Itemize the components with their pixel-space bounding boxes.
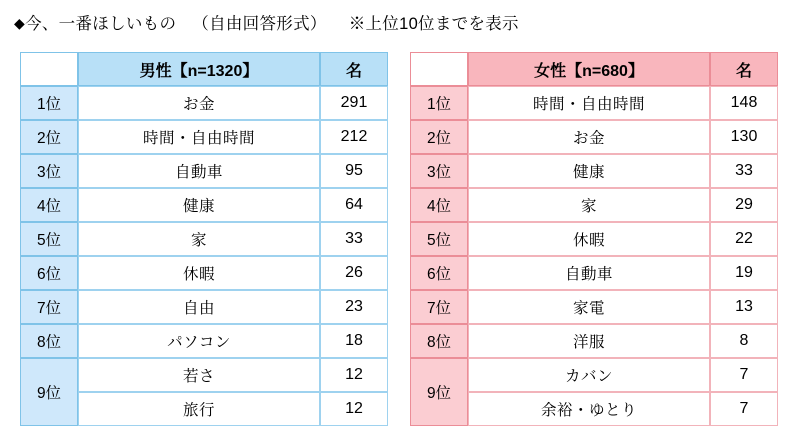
table-row	[410, 86, 778, 120]
table-row	[410, 222, 778, 256]
table-row	[20, 256, 388, 290]
rank-cell: 1位	[20, 86, 78, 120]
rank-cell: 4位	[20, 188, 78, 222]
rank-cell: 3位	[20, 154, 78, 188]
rank-cell: 2位	[410, 120, 468, 154]
header-item-female: 女性【n=680】	[468, 52, 710, 86]
count-cell: 33	[320, 222, 388, 256]
item-cell: 若さ	[78, 358, 320, 392]
table-row	[20, 324, 388, 358]
rank-cell: 9位	[20, 358, 78, 426]
item-cell: 休暇	[78, 256, 320, 290]
item-cell: 時間・自由時間	[468, 86, 710, 120]
count-cell: 291	[320, 86, 388, 120]
rank-cell: 2位	[20, 120, 78, 154]
tables-container	[20, 52, 780, 426]
count-cell: 19	[710, 256, 778, 290]
item-cell: 洋服	[468, 324, 710, 358]
table-body-male	[20, 86, 388, 426]
item-cell: 家	[468, 188, 710, 222]
table-body-female	[410, 86, 778, 426]
count-cell: 95	[320, 154, 388, 188]
header-count-female: 名	[710, 52, 778, 86]
header-rank-female	[410, 52, 468, 86]
table-row	[20, 222, 388, 256]
rank-cell: 1位	[410, 86, 468, 120]
rank-cell: 5位	[410, 222, 468, 256]
count-cell: 12	[320, 358, 388, 392]
header-rank-male	[20, 52, 78, 86]
table-row	[20, 86, 388, 120]
ranking-table-female	[410, 52, 778, 426]
table-row	[410, 256, 778, 290]
rank-cell: 7位	[410, 290, 468, 324]
item-cell: 健康	[468, 154, 710, 188]
item-cell: 時間・自由時間	[78, 120, 320, 154]
item-cell: 健康	[78, 188, 320, 222]
item-cell: 自由	[78, 290, 320, 324]
count-cell: 212	[320, 120, 388, 154]
count-cell: 26	[320, 256, 388, 290]
rank-cell: 5位	[20, 222, 78, 256]
rank-cell: 4位	[410, 188, 468, 222]
count-cell: 18	[320, 324, 388, 358]
count-cell: 23	[320, 290, 388, 324]
table-row	[20, 290, 388, 324]
item-cell: 家電	[468, 290, 710, 324]
count-cell: 64	[320, 188, 388, 222]
count-cell: 7	[710, 358, 778, 392]
count-cell: 12	[320, 392, 388, 426]
page-title	[14, 10, 519, 34]
item-cell: お金	[468, 120, 710, 154]
count-cell: 148	[710, 86, 778, 120]
item-cell: パソコン	[78, 324, 320, 358]
rank-cell: 3位	[410, 154, 468, 188]
rank-cell: 6位	[20, 256, 78, 290]
count-cell: 8	[710, 324, 778, 358]
table-row	[410, 324, 778, 358]
item-cell: カバン	[468, 358, 710, 392]
title-text: 今、一番ほしいもの	[25, 15, 177, 33]
count-cell: 130	[710, 120, 778, 154]
table-row	[410, 154, 778, 188]
table-row	[20, 188, 388, 222]
table-row	[410, 188, 778, 222]
bullet-icon: ◆	[14, 15, 26, 31]
header-item-male: 男性【n=1320】	[78, 52, 320, 86]
rank-cell: 8位	[20, 324, 78, 358]
rank-cell: 7位	[20, 290, 78, 324]
header-count-male: 名	[320, 52, 388, 86]
count-cell: 22	[710, 222, 778, 256]
table-row	[410, 358, 778, 392]
table-row	[410, 290, 778, 324]
rank-cell: 6位	[410, 256, 468, 290]
item-cell: 家	[78, 222, 320, 256]
table-row	[20, 358, 388, 392]
ranking-table-male	[20, 52, 388, 426]
table-row	[20, 120, 388, 154]
item-cell: 自動車	[468, 256, 710, 290]
item-cell: 余裕・ゆとり	[468, 392, 710, 426]
display-note: ※上位10位までを表示	[348, 15, 519, 33]
count-cell: 7	[710, 392, 778, 426]
table-header-row	[20, 52, 388, 86]
count-cell: 33	[710, 154, 778, 188]
rank-cell: 8位	[410, 324, 468, 358]
count-cell: 29	[710, 188, 778, 222]
count-cell: 13	[710, 290, 778, 324]
table-header-row	[410, 52, 778, 86]
item-cell: 旅行	[78, 392, 320, 426]
format-note: （自由回答形式）	[192, 15, 327, 33]
item-cell: 休暇	[468, 222, 710, 256]
item-cell: お金	[78, 86, 320, 120]
rank-cell: 9位	[410, 358, 468, 426]
item-cell: 自動車	[78, 154, 320, 188]
table-row	[410, 120, 778, 154]
table-row	[20, 154, 388, 188]
